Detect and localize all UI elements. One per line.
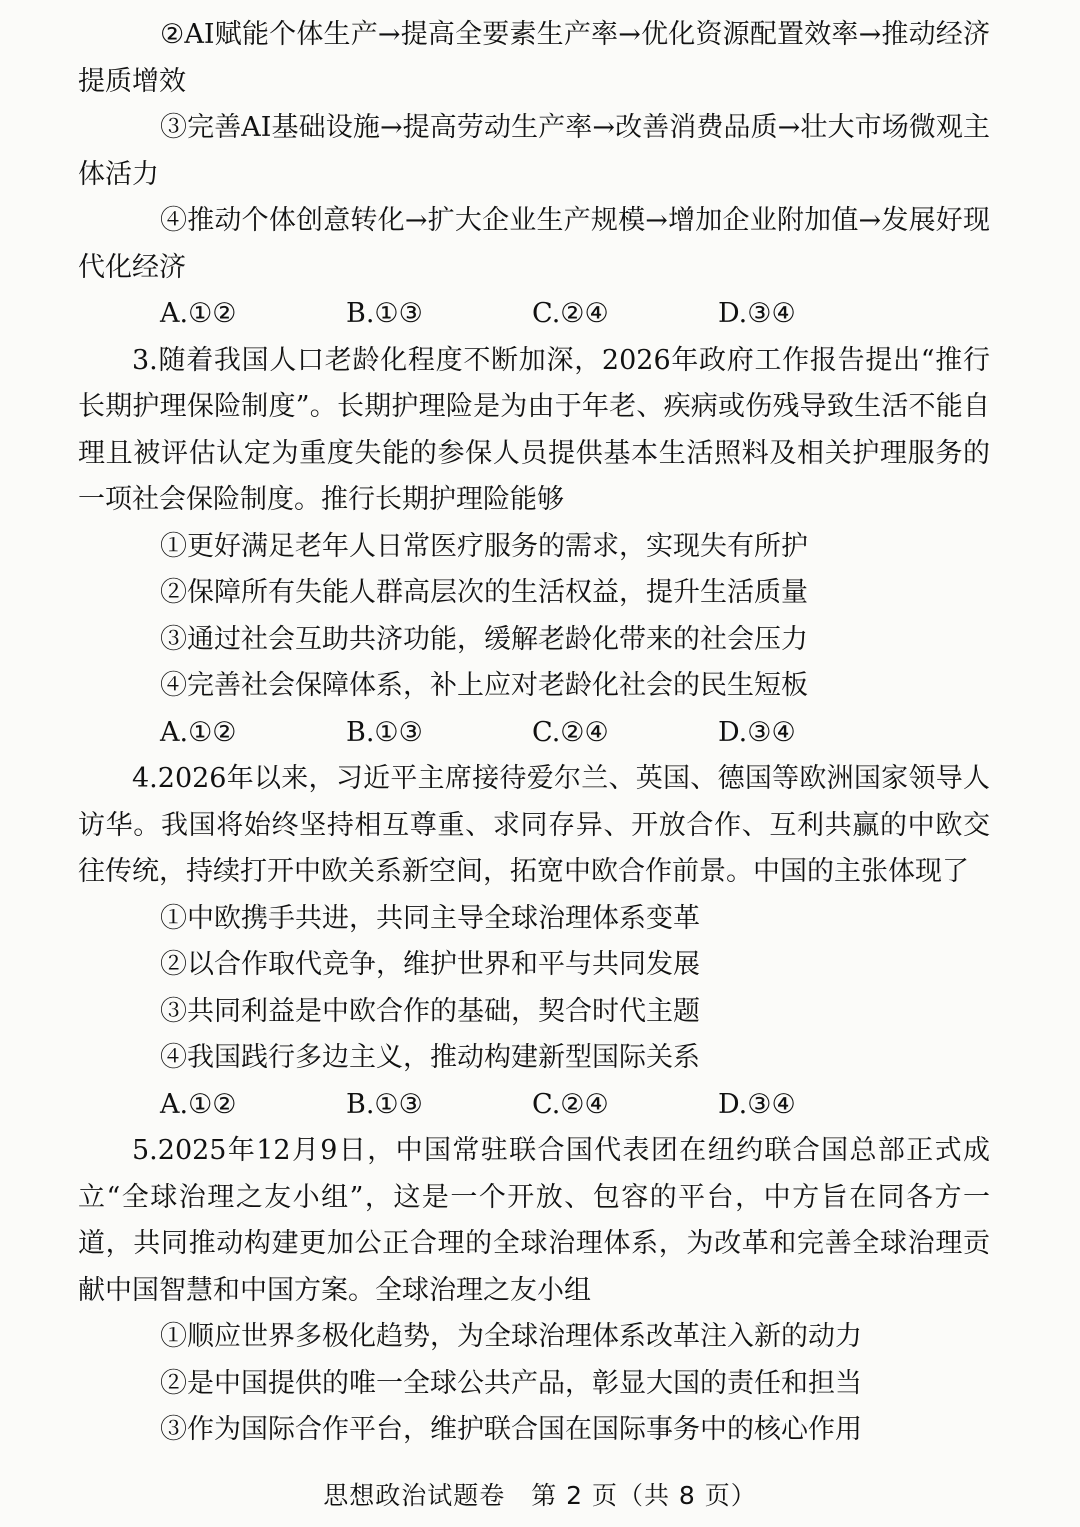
q2-option-b[interactable]: B.①③ xyxy=(346,298,423,329)
q3-option-a[interactable]: A.①② xyxy=(160,716,237,748)
q3-option-c[interactable]: C.②④ xyxy=(532,716,609,748)
q2-option-c[interactable]: C.②④ xyxy=(532,298,609,329)
q4-item-1: ①中欧携手共进，共同主导全球治理体系变革 xyxy=(160,902,700,934)
q3-item-3: ③通过社会互助共济功能，缓解老龄化带来的社会压力 xyxy=(160,623,808,655)
q5-stem: 5.2025年12月9日，中国常驻联合国代表团在纽约联合国总部正式成立“全球治理之友小组”，这是一个开放、包容的平台，中方旨在同各方一道，共同推动构建更加公正合理的全球治理体系，为改革和完善全球治理贡献中国智慧和中国方案。全球治理之友小组 xyxy=(78,1135,990,1306)
q3-item-1: ①更好满足老年人日常医疗服务的需求，实现失有所护 xyxy=(160,530,808,562)
q4-stem: 4.2026年以来，习近平主席接待爱尔兰、英国、德国等欧洲国家领导人访华。我国将始终坚持相互尊重、求同存异、开放合作、互利共赢的中欧交往传统，持续打开中欧关系新空间，拓宽中欧合作前景。中国的主张体现了 xyxy=(78,763,990,887)
question-4 xyxy=(78,756,990,1128)
q5-item-3: ③作为国际合作平台，维护联合国在国际事务中的核心作用 xyxy=(160,1414,862,1445)
q3-stem: 3.随着我国人口老龄化程度不断加深，2026年政府工作报告提出“推行长期护理保险制度”。长期护理险是为由于年老、疾病或伤残导致生活不能自理且被评估认定为重度失能的参保人员提供基本生活照料及相关护理服务的一项社会保险制度。推行长期护理险能够 xyxy=(78,344,990,515)
q3-option-b[interactable]: B.①③ xyxy=(346,716,423,748)
question-5 xyxy=(78,1128,990,1454)
q4-item-3: ③共同利益是中欧合作的基础，契合时代主题 xyxy=(160,995,700,1027)
q5-item-1: ①顺应世界多极化趋势，为全球治理体系改革注入新的动力 xyxy=(160,1321,862,1352)
question-3 xyxy=(78,338,990,757)
q4-option-c[interactable]: C.②④ xyxy=(532,1088,609,1120)
q2-item-3: ③完善AI基础设施→提高劳动生产率→改善消费品质→壮大市场微观主体活力 xyxy=(78,112,990,190)
question-2-tail xyxy=(78,12,990,338)
q2-item-2: ②AI赋能个体生产→提高全要素生产率→优化资源配置效率→推动经济提质增效 xyxy=(78,19,990,97)
q2-options xyxy=(78,291,990,338)
exam-content xyxy=(78,12,990,1454)
q4-item-2: ②以合作取代竞争，维护世界和平与共同发展 xyxy=(160,949,700,980)
q3-option-d[interactable]: D.③④ xyxy=(718,716,796,748)
q4-options xyxy=(78,1082,990,1129)
q4-option-d[interactable]: D.③④ xyxy=(718,1088,796,1120)
q2-option-d[interactable]: D.③④ xyxy=(718,298,796,329)
q2-item-4: ④推动个体创意转化→扩大企业生产规模→增加企业附加值→发展好现代化经济 xyxy=(78,205,990,283)
q3-item-2: ②保障所有失能人群高层次的生活权益，提升生活质量 xyxy=(160,577,808,608)
q4-option-a[interactable]: A.①② xyxy=(160,1088,237,1120)
q3-options xyxy=(78,710,990,757)
page-footer: 思想政治试题卷 第 2 页（共 8 页） xyxy=(323,1481,757,1510)
q3-item-4: ④完善社会保障体系，补上应对老龄化社会的民生短板 xyxy=(160,670,808,701)
q5-item-2: ②是中国提供的唯一全球公共产品，彰显大国的责任和担当 xyxy=(160,1367,862,1399)
q4-item-4: ④我国践行多边主义，推动构建新型国际关系 xyxy=(160,1042,700,1073)
q4-option-b[interactable]: B.①③ xyxy=(346,1088,423,1120)
q2-option-a[interactable]: A.①② xyxy=(160,298,237,329)
